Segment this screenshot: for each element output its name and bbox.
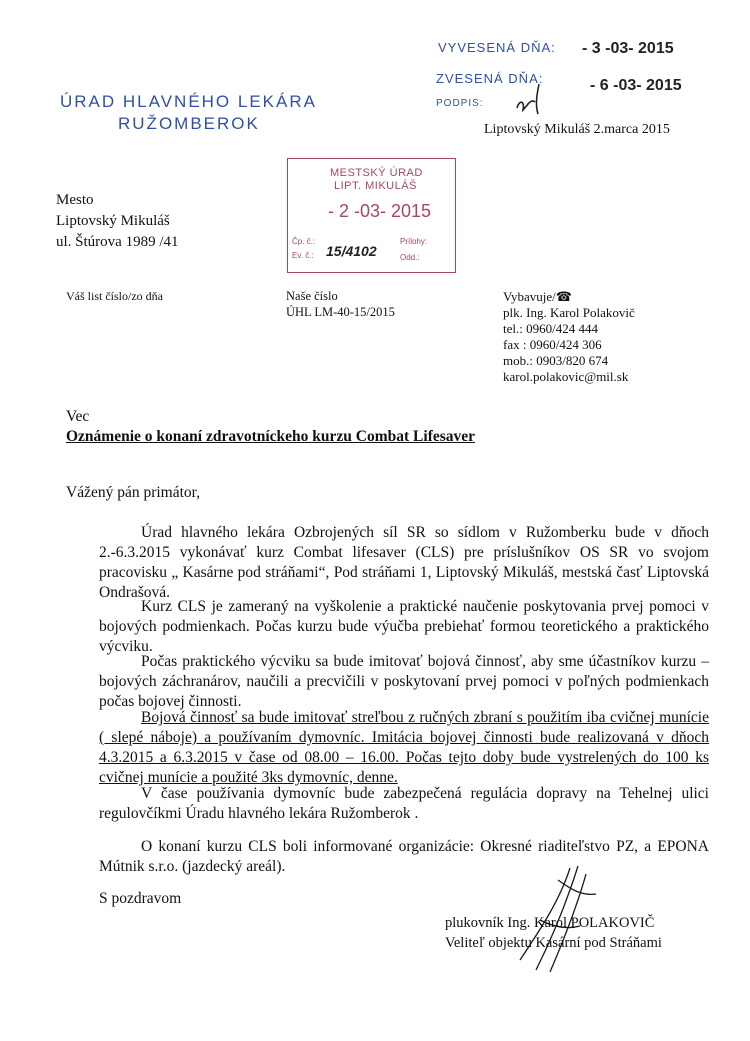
subject-label: Vec — [66, 408, 90, 425]
paragraph-6: O konaní kurzu CLS boli informované organizácie: Okresné riaditeľstvo PZ, a EPONA Mútnik s.r.o. (jazdecký areál). — [99, 838, 709, 875]
stamp-office-line1: MESTSKÝ ÚRAD — [330, 167, 423, 179]
recipient-line: Mesto — [56, 192, 94, 208]
contact-email: karol.polakovic@mil.sk — [503, 369, 629, 384]
stamp-ev-label: Ev. č.: — [292, 251, 314, 260]
posting-initials-signature — [505, 80, 555, 120]
recipient-address — [56, 190, 179, 253]
salutation: Vážený pán primátor, — [66, 484, 201, 501]
contact-fax: fax : 0960/424 306 — [503, 337, 602, 352]
stamp-date: - 2 -03- 2015 — [328, 201, 432, 221]
signatory-name: plukovník Ing. Karol POLAKOVIČ — [445, 915, 655, 931]
handled-by-block — [503, 289, 635, 385]
contact-name: plk. Ing. Karol Polakovič — [503, 305, 635, 320]
recipient-line: Liptovský Mikuláš — [56, 213, 170, 229]
sender-name: ÚRAD HLAVNÉHO LEKÁRA — [60, 92, 317, 111]
signatory-block — [445, 913, 662, 953]
paragraph-1: Úrad hlavného lekára Ozbrojených síl SR so sídlom v Ružomberku bude v dňoch 2.-6.3.2015 vykonávať kurz Combat lifesaver (CLS) pre príslušníkov OS SR vo svojom pracovisku „ Kasárne pod stráňami“, Pod stráňami 1, Liptovský Mikuláš, mestská časť Liptovská Ondrašová. — [99, 524, 709, 601]
signatory-title: Veliteľ objektu Kasární pod Stráňami — [445, 935, 662, 951]
subject-title: Oznámenie o konaní zdravotníckeho kurzu Combat Lifesaver — [66, 428, 476, 445]
handled-by-label: Vybavuje/☎ — [503, 289, 572, 304]
removed-label: ZVESENÁ DŇA: — [436, 71, 544, 86]
closing: S pozdravom — [99, 890, 182, 907]
stamp-department-label: Odd.: — [400, 253, 420, 262]
your-letter-label: Váš list číslo/zo dňa — [66, 289, 163, 303]
removed-date: - 6 -03- 2015 — [590, 77, 682, 94]
paragraph-4: Bojová činnosť sa bude imitovať streľbou z ručných zbraní s použitím iba cvičnej munície ( slepé náboje) a používaním dymovníc. Imitácia bojovej činnosti bude realizovaná v dňoch 4.3.2015 a 6.3.2015 v čase od 08.00 – 16.00. Počas tejto doby bude vystrelených do 100 ks cvičnej munície a použité 3ks dymovníc, denne. — [99, 709, 709, 786]
stamp-attachments-label: Prílohy: — [400, 237, 428, 246]
contact-mob: mob.: 0903/820 674 — [503, 353, 609, 368]
posted-date: - 3 -03- 2015 — [582, 40, 674, 57]
paragraph-5: V čase používania dymovníc bude zabezpečená regulácia dopravy na Tehelnej ulici regulovčíkmi Úradu hlavného lekára Ružomberok . — [99, 785, 709, 822]
place-date: Liptovský Mikuláš 2.marca 2015 — [484, 122, 670, 137]
signature-label: PODPIS: — [436, 98, 484, 106]
stamp-ev-value: 15/4102 — [326, 243, 377, 259]
paragraph-3: Počas praktického výcviku sa bude imitovať bojová činnosť, aby sme účastníkov kurzu – bojových záchranárov, naučili a precvičili v poskytovaní prvej pomoci v poľných podmienkach počas bojovej činnosti. — [99, 653, 709, 710]
registry-stamp — [287, 158, 456, 273]
sender-city: RUŽOMBEROK — [118, 114, 260, 133]
stamp-office-line2: LIPT. MIKULÁŠ — [334, 180, 417, 192]
stamp-cp-label: Čp. č.: — [292, 237, 316, 246]
paragraph-2: Kurz CLS je zameraný na vyškolenie a praktické naučenie poskytovania prvej pomoci v bojových podmienkach. Počas kurzu bude výučba prebiehať formou teoretického a praktického výcviku. — [99, 598, 709, 655]
our-number-label: Naše číslo — [286, 289, 338, 303]
contact-tel: tel.: 0960/424 444 — [503, 321, 598, 336]
posted-label: VYVESENÁ DŇA: — [438, 40, 556, 55]
recipient-line: ul. Štúrova 1989 /41 — [56, 234, 179, 250]
our-number-value: ÚHL LM-40-15/2015 — [286, 305, 395, 319]
